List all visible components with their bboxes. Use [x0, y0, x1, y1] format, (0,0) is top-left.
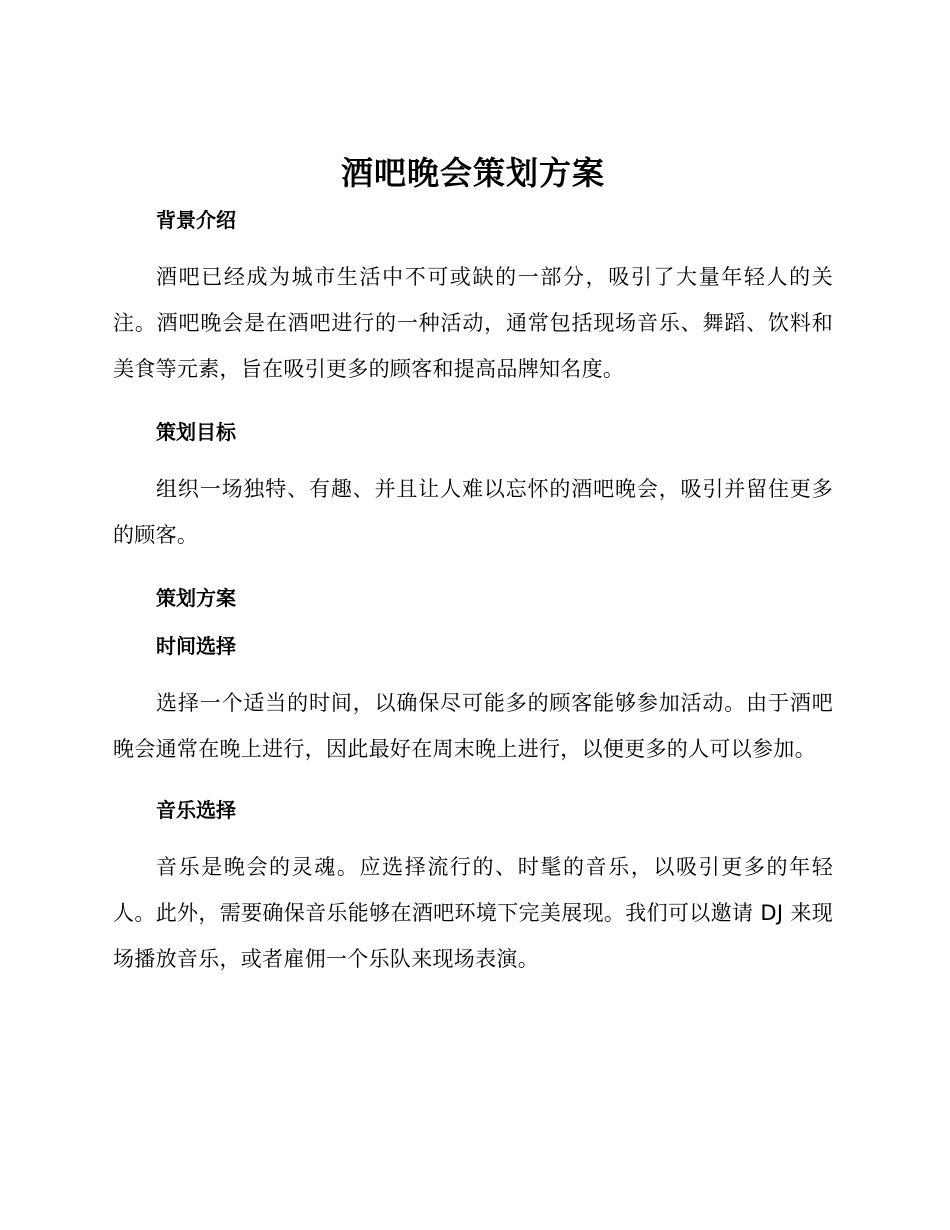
document-title: 酒吧晚会策划方案: [340, 154, 605, 192]
document-content: [113, 150, 833, 982]
goal-heading: 策划目标: [156, 420, 236, 444]
time-heading: 时间选择: [156, 634, 236, 658]
background-heading: 背景介绍: [156, 208, 236, 232]
time-paragraph: 选择一个适当的时间，以确保尽可能多的顾客能够参加活动。由于酒吧晚会通常在晚上进行，因此最好在周末晚上进行，以便更多的人可以参加。: [113, 691, 833, 761]
music-paragraph: 音乐是晚会的灵魂。应选择流行的、时髦的音乐，以吸引更多的年轻人。此外，需要确保音乐能够在酒吧环境下完美展现。我们可以邀请 DJ 来现场播放音乐，或者雇佣一个乐队来现场表演。: [113, 855, 833, 971]
music-heading: 音乐选择: [156, 798, 236, 822]
background-paragraph: 酒吧已经成为城市生活中不可或缺的一部分，吸引了大量年轻人的关注。酒吧晚会是在酒吧进行的一种活动，通常包括现场音乐、舞蹈、饮料和美食等元素，旨在吸引更多的顾客和提高品牌知名度。: [113, 265, 833, 381]
plan-heading: 策划方案: [156, 586, 236, 610]
goal-paragraph: 组织一场独特、有趣、并且让人难以忘怀的酒吧晚会，吸引并留住更多的顾客。: [113, 477, 833, 547]
